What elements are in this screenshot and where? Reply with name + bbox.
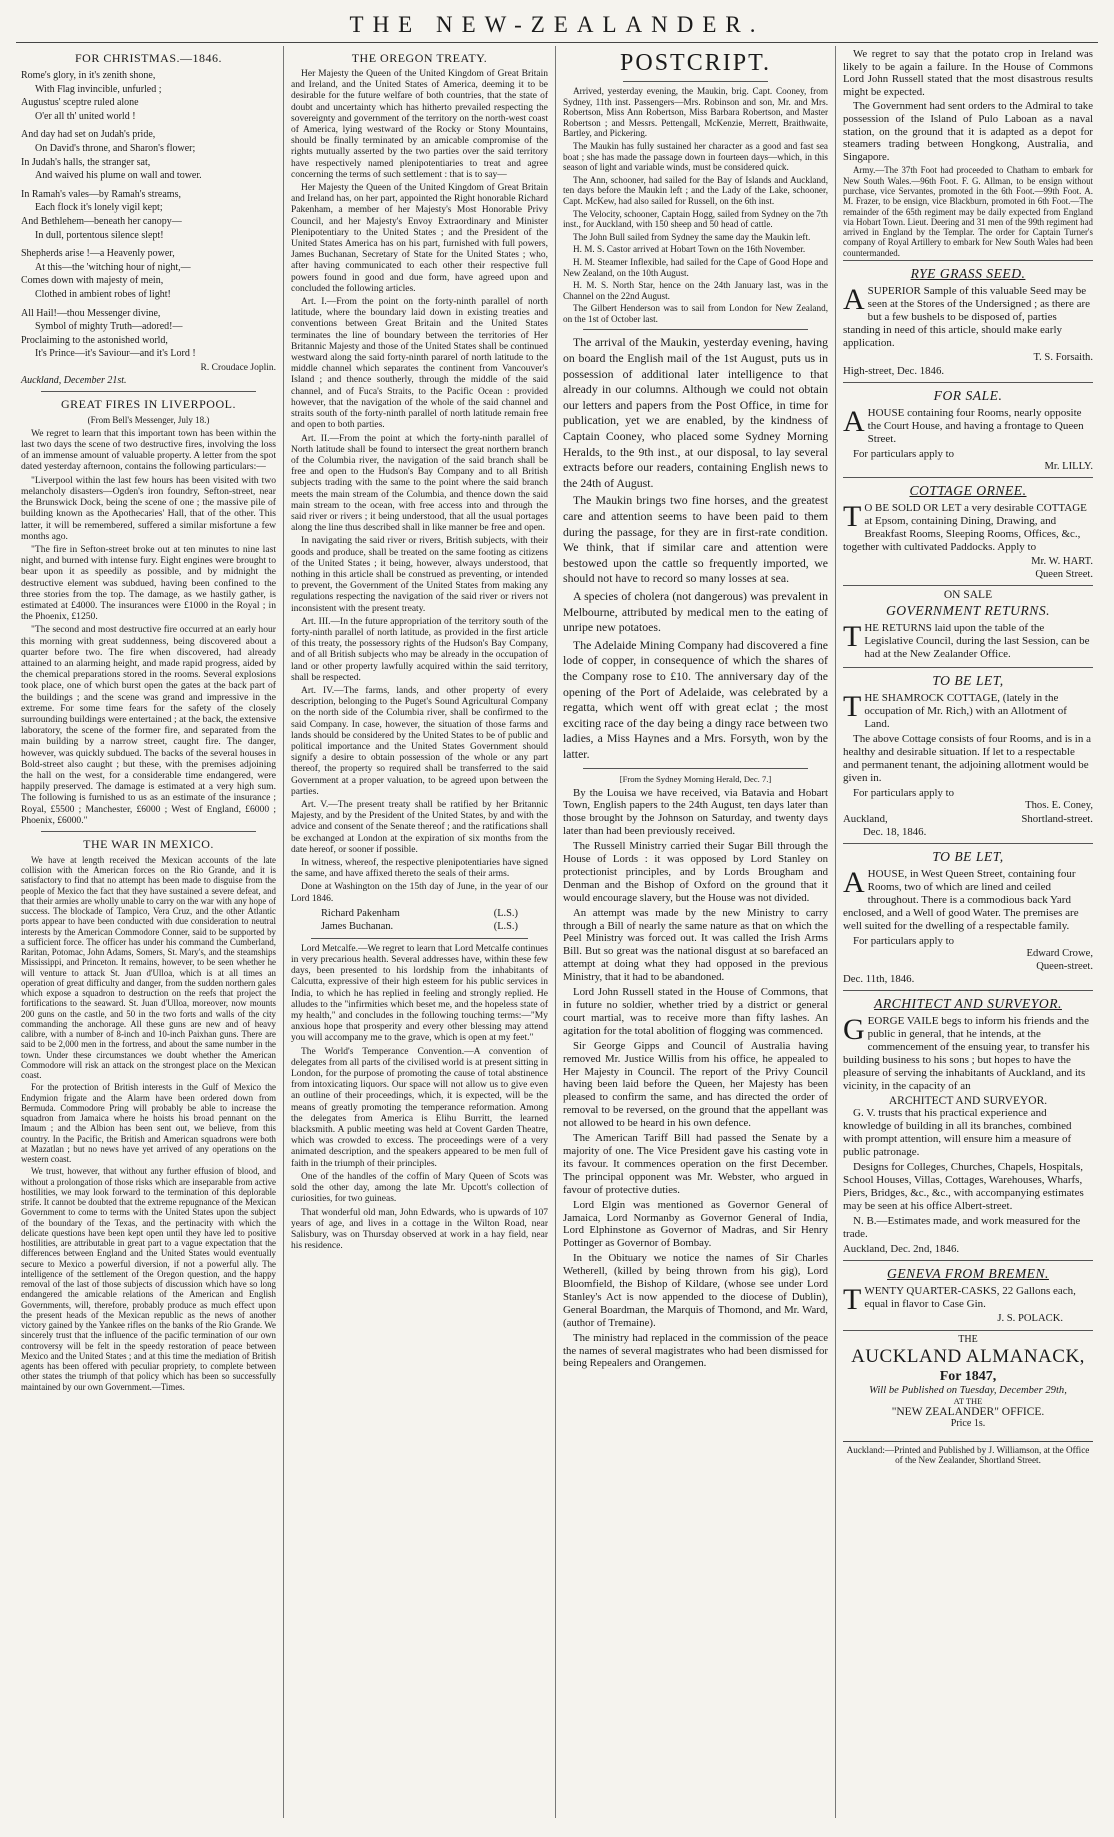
paragraph: The Maukin brings two fine horses, and the greatest care and attention seems to have been paid to them during the passage, for they are in first-rate condition. We think, that if similar care and attention were bestowed upon the cattle so frequently imported, we should not have to record so many losses at sea. [563,493,828,586]
poem-line: Each flock it's lonely vigil kept; [35,202,163,214]
poem-line: With Flag invincible, unfurled ; [35,83,162,95]
ad-address: Queen-street. [1036,960,1093,972]
ad-signature: Thos. E. Coney, [1025,800,1093,812]
ad-date: Dec. 11th, 1846. [843,973,915,986]
paragraph: H. M. S. North Star, hence on the 24th January last, was in the Channel on the 22nd August. [563,280,828,301]
paragraph: An attempt was made by the new Ministry to carry through a Bill of nearly the same nature as that on which the Peel Ministry was forced out. It was called the Irish Arms Bill. But so great was the national disgust at so barefaced an attempt at doing what they had opposed in the previous Ministry, that it had to be abandoned. [563,906,828,984]
paragraph: Sir George Gipps and Council of Australia having removed Mr. Justice Willis from his office, he appealed to Her Majesty in Council. The report of the Privy Council having been laid before the Queen, her Majesty has been pleased to confirm the same, and has directed the order of removal to be reversed, on the ground that the appellant was not allowed to be heard in his own defence. [563,1039,828,1130]
poem-line: On David's throne, and Sharon's flower; [35,142,196,154]
alm-price: Price 1s. [950,1417,986,1429]
poem-line: And waived his plume on wall and tower. [35,170,202,182]
paragraph: H. M. S. Castor arrived at Hobart Town on the 16th November. [573,244,806,255]
paragraph: In the Obituary we notice the names of Sir Charles Wetherell, (killed by being thrown from his gig), Lord Bloomfield, the Bishop of Kildare, (whose see under Lord Stanley's Act is now appended to the diocese of Dublin), General Boardman, the Marquis of Thomond, and Mr. Ward, (author of Tremaine). [563,1252,828,1329]
signature-row [291,920,548,933]
paragraph: The Russell Ministry carried their Sugar Bill through the House of Lords : it was opposed by Lord Stanley on protectionist principles, and by Lords Brougham and Denman and the Bishop of Oxford on the ground that it would encourage slavery, but the House was not divided. [563,840,828,904]
drop-cap: T [843,1283,862,1317]
seal: (L.S.) [493,907,518,919]
ad-to-be-let-house [843,843,1093,990]
signature-row [291,907,548,920]
mexico-war-article [21,837,276,1392]
paragraph: We have at length received the Mexican accounts of the late collision with the American forces on the Rio Grande, and it is satisfactory to find that no attempt has been made to disguise from the people of Mexico the fact that they have sustained a severe defeat, and that their armies are wholly unable to carry on the war with any hope of success. The blockade of Tampico, Vera Cruz, and the other Atlantic ports appear to have been conducted with due consideration to neutral interests by the American Commodore Conner, said to be supported by a sufficient force. The officer has under his command the Cumberland, Raritan, Potomac, John Adams, Somers, St. Mary's, and the steamships Mississippi, and Princeton. It remains, however, to be seen whether he will venture to attack St. Juan d'Ulloa, which is at all times an operation of great difficulty and danger, from the sudden northern gales which expose a squadron to destruction on the reefs that project the fortifications to the seaward. St. Juan d'Ulloa, moreover, now mounts 200 guns on the castle, and 50 in the two forts and walls of the city commanding the anchorage. All these guns are new and of heavy calibre, with a number of 8-inch and 10-inch Paixhan guns. There are said to be 2,000 men in the fortress, and about the same number in the town. Under these circumstances we doubt whether the American Commodore will risk an attack on the strongest place on the Mexican coast. [21,854,276,1081]
ad-body: The above Cottage consists of four Rooms, and is in a healthy and desirable situation. If let to a respectable and permanent tenant, the adjoining allotment would be given in. [843,733,1091,785]
signatory-name: Richard Pakenham [321,907,400,919]
paragraph: One of the handles of the coffin of Mary Queen of Scots was sold the other day, among the late Mr. Upcott's collection of curiosities, for two guineas. [291,1171,548,1205]
paragraph: Done at Washington on the 15th day of June, in the year of our Lord 1846. [291,882,548,904]
poem-line: It's Prince—it's Saviour—and it's Lord ! [35,348,196,360]
paragraph: The American Tariff Bill had passed the Senate by a majority of one. The Vice President gave his casting vote in its favour. It commences operation on the first December. The principal opponent was Mr. Webster, who argued in favour of protective duties. [563,1132,828,1196]
ad-to-be-let-shamrock [843,667,1093,843]
signatory-name: James Buchanan. [321,920,394,932]
paragraph: Lord Metcalfe.—We regret to learn that Lord Metcalfe continues in very precarious health. Several addresses have, within these few days, been presented to his lordship from the inhabitants of Calcutta, expressive of their high esteem for his public services in India, to which he has replied in feeling and strongly replied. He alludes to the "infirmities which beset me, and the hopeless state of my health," and concludes in the following touching terms:—"My anxious hope that prosperity and every other blessing may attend you will accompany me to the grave, which is open at my feet." [291,943,548,1044]
ad-onsale: ON SALE [943,589,993,602]
ad-signature: Mr. LILLY. [1044,460,1093,472]
treaty-signatures [291,907,548,933]
drop-cap: G [843,1013,865,1047]
paragraph: The Maukin has fully sustained her character as a good and fast sea boat ; she has made the passage down in fourteen days—which, in this season of light and variable winds, must be considered quick. [563,140,828,173]
ad-place: High-street, Dec. 1846. [843,364,945,377]
ad-title: TO BE LET, [932,673,1004,689]
paragraph: The Velocity, schooner, Captain Hogg, sailed from Sydney on the 7th inst., for Auckland, with 150 sheep and 50 head of cattle. [563,208,828,230]
army-news [843,165,1093,258]
divider [311,938,528,939]
paragraph: Lord Elgin was mentioned as Governor General of Jamaica, Lord Normanby as Governor General of India, Lord Elphinstone as Governor of Madras, and Sir Henry Pottinger as Governor of Bombay. [563,1198,828,1250]
paragraph: The Gilbert Henderson was to sail from London for New Zealand, on the 1st of October last. [563,303,828,324]
poem-line: And day had set on Judah's pride, [21,129,156,141]
ad-signature: Edward Crowe, [1026,947,1093,959]
ad-title: GENEVA FROM BREMEN. [887,1266,1049,1282]
ad-body: T O BE SOLD OR LET a very desirable COTTAGE at Epsom, containing Dining, Drawing, and Breakfast Rooms, Sleeping Rooms, Offices, &c., together with cultivated Paddocks. Apply to [843,500,1087,554]
paragraph: We regret to say that the potato crop in Ireland was likely to be again a failure. In the House of Commons Lord John Russell stated that the most disastrous results might be expected. [843,48,1093,98]
poem-line: All Hail!—thou Messenger divine, [21,307,161,319]
paragraph: Art. I.—From the point on the forty-ninth parallel of north latitude, where the boundary laid down in existing treaties and conventions between Great Britain and the United States terminates the line of boundary between the territories of Her Britannic Majesty and those of the United States shall be continued westward along the said forty-ninth pararel of north latitude to the middle channel which separates the continent from Vancouver's Island ; and thence southerly, through the middle of the said channel, and of Fuca's Straits, to the Pacific Ocean : provided however, that the navigation of the whole of the said channel and straits south of the forty-ninth parallel of north latitude remain free and open to both parties. [291,297,548,431]
divider [41,831,256,832]
poem-line: Comes down with majesty of mein, [21,275,164,287]
paragraph: Art. II.—From the point at which the forty-ninth parallel of North latitude shall be found to intersect the great northern branch of the Columbia river, the navigation of the said branch shall be free and open to the Hudson's Bay Company and to all British subjects trading with the same to the point where the said branch meets the main stream of the Columbia, and thence down the said main stream to the ocean, with free access into and through the said river or rivers ; it being understood, that all the usual portages along the line thus described shall in like manner be free and open. [291,433,548,534]
paragraph: That wonderful old man, John Edwards, who is upwards of 107 years of age, and lives in a cottage in the Wilton Road, near Salisbury, was on Thursday observed at work in a hay field, near his residence. [291,1207,548,1252]
paragraph: The Government had sent orders to the Admiral to take possession of the Island of Pulo Laboan as a naval station, on the ground that it is adapted as a depot for steamers trading between Hongkong, Australia, and Singapore. [843,100,1093,163]
paragraph: Arrived, yesterday evening, the Maukin, brig. Capt. Cooney, from Sydney, 11th inst. Passengers—Mrs. Robinson and son, Mr. and Mrs. Robertson, Miss Ann Robertson, Miss Barbara Robertson, and Master Robertson ; and Messrs. Pettengall, McKenzie, Merrett, Braithwaite, Bartley, and Pickering. [563,86,828,139]
ad-address: Queen Street. [1035,568,1093,580]
ad-title: GOVERNMENT RETURNS. [885,603,1051,619]
ad-body: THE SHAMROCK COTTAGE, (lately in the occupation of Mr. Rich,) with an Allotment of Land. [843,690,1067,731]
article-title: THE WAR IN MEXICO. [83,836,214,851]
paragraph: In navigating the said river or rivers, British subjects, with their goods and produce, shall be treated on the same footing as citizens of the United States ; it being, however, always understood, that nothing in this article shall be construed as preventing, or intended to prevent, the Government of the United States from making any regulations respecting the navigation of the said river or rivers not inconsistent with the present treaty. [291,536,548,614]
ad-rye-grass [843,260,1093,382]
drop-cap: A [843,865,865,899]
paragraph: The ministry had replaced in the commission of the peace the names of several magistrates who had been dismissed for being Repealers and Orangemen. [563,1331,828,1370]
ad-date: Auckland, Dec. 2nd, 1846. [843,1243,960,1256]
alm-title: AUCKLAND ALMANACK, [851,1345,1085,1367]
ad-body: ASUPERIOR Sample of this valuable Seed may be seen at the Stores of the Undersigned ; as there are but a few bushels to be disposed of, parties standing in need of this article, should make early application. [843,283,1091,350]
ad-body: AHOUSE, in West Queen Street, containing four Rooms, two of which are lined and ceiled throughout. There is a commodious back Yard enclosed, and a Well of good Water. The premises are well suited for the dwelling of a respectable family. [843,865,1079,932]
ad-role: ARCHITECT AND SURVEYOR. [888,1095,1048,1108]
poem-signature: R. Croudace Joplin. [200,362,276,373]
ad-body: TWENTY QUARTER-CASKS, 22 Gallons each, equal in flavor to Case Gin. [843,1283,1076,1317]
paragraph: Lord John Russell stated in the House of Commons, that in future no soldier, whether tried by a district or general court martial, was to receive more than fifty lashes. An agitation for the total abolition of flogging was commenced. [563,986,828,1037]
paragraph: Art. V.—The present treaty shall be ratified by her Britannic Majesty, and by the President of the United States, by and with the advice and consent of the Senate thereof ; and the ratifications shall be exchanged at London at the expiration of six months from the date hereof, or sooner if possible. [291,800,548,855]
poem-line: Shepherds arise !—a Heavenly power, [21,248,175,260]
article-body [21,428,276,826]
article-body [21,855,276,1392]
poem-line: Rome's glory, in it's zenith shone, [21,70,156,81]
ad-signature: J. S. POLACK. [997,1313,1063,1325]
ad-body: AHOUSE containing four Rooms, nearly opposite the Court House, and having a frontage to Queen Street. [843,404,1084,445]
source-line: [From the Sydney Morning Herald, Dec. 7.] [619,773,772,784]
paragraph: The John Bull sailed from Sydney the same day the Maukin left. [573,231,811,242]
poem-line: At this—the 'witching hour of night,— [35,261,191,273]
alm-office: "NEW ZEALANDER" OFFICE. [891,1405,1045,1418]
shipping-news [563,86,828,324]
ad-title: FOR SALE. [933,387,1003,403]
ad-apply: For particulars apply to [853,934,955,947]
paragraph: Art. IV.—The farms, lands, and other property of every description, belonging to the Puget's Sound Agricultural Company on the north side of the Columbia river, shall be confirmed to the said Company. In case, however, the situation of those farms and lands should be considered by the United States to be of public and political importance and the United States Government should signify a desire to obtain possession of the whole or any part thereof, the property so required shall be transferred to the said Government at a proper valuation, to be agreed upon between the parties. [291,685,548,797]
paragraph: For the protection of British interests in the Gulf of Mexico the Endymion frigate and the Alarm have been ordered down from Bermuda. Commodore Pring will probably be able to increase the squadron from Jamaica where he hoists his broad pennant on the Imaum ; and the Albion has been sent out, we believe, from this country. In the Pacific, the British and American squadrons were both at Mazatlan ; but no news have yet arrived of any operations on the western coast. [21,1082,276,1165]
divider [623,81,768,82]
postcript-title: POSTCRIPT. [620,50,771,76]
paragraph: H. M. Steamer Inflexible, had sailed for the Cape of Good Hope and New Zealand, on the 10th August. [563,256,828,278]
poem-line: Symbol of mighty Truth—adored!— [35,321,183,333]
christmas-poem [21,51,276,386]
ad-body: THE RETURNS laid upon the table of the Legislative Council, during the last Session, can be had at the New Zealander Office. [843,620,1090,661]
alm-year: For 1847, [939,1368,997,1384]
ad-apply: For particulars apply to [853,787,955,800]
ad-apply: For particulars apply to [853,447,955,460]
poem-line: Proclaiming to the astonished world, [21,334,168,346]
paragraph: "The fire in Sefton-street broke out at ten minutes to nine last night, and burned with intense fury. Eight engines were brought to bear upon it as speedily as possible, and by midnight the destructive element was subdued, having been confined to the three stories from the top. The damage, as we hastily gather, is estimated at £4000. The insurances were £1000 in the Royal ; in the Phoenix, £1250. [21,543,276,623]
poem-lines [21,69,276,361]
poem-line: O'er all th' united world ! [35,110,136,122]
poem-dateline: Auckland, December 21st. [21,374,127,386]
ad-body: GEORGE VAILE begs to inform his friends and the public in general, that he intends, at the commencement of the ensuing year, to transfer his building business to his sons ; but hopes to have the pleasure of serving the inhabitants of Auckland, and its vicinity, in the capacity of an [843,1013,1090,1093]
ad-body: G. V. trusts that his practical experience and knowledge of building in all its branches, combined with prompt attention, will ensure him a measure of public patronage. [843,1107,1072,1159]
ad-date: Dec. 18, 1846. [863,825,927,838]
paragraph: Art. III.—In the future appropriation of the territory south of the forty-ninth parallel of north latitude, as provided in the first article of this treaty, the possessory rights of the Hudson's Bay Company, and of all British subjects who may be already in the occupation of land or other property lawfully acquired within the said territory, shall be respected. [291,616,548,683]
article-title: GREAT FIRES IN LIVERPOOL. [61,396,236,411]
drop-cap: A [843,283,865,317]
paragraph: The arrival of the Maukin, yesterday evening, having on board the English mail of the 1st August, puts us in possession of additional later intelligence to that already in our columns. Although we could not obtain our letters and papers from the Post Office, in time for publication, yet we are enabled, by the kindness of Captain Cooney, who placed some Sydney Morning Heralds, to the 9th inst., at our disposal, to lay several extracts before our readers, containing English news to the 24th of August. [563,335,828,490]
miscellany [291,944,548,1252]
paragraph: "Liverpool within the last few hours has been visited with two melancholy disasters—Ogden's iron foundry, Sefton-street, near the Brunswick Dock, being the scene of one ; the massive pile of building known as the Apothecaries' Hall, that of the other. This latter, it will be remembered, suffered a similar misfortune a few months ago. [21,474,276,542]
liverpool-fires-article [21,397,276,826]
drop-cap: A [843,404,865,438]
column-4 [836,46,1100,1818]
divider [583,768,808,769]
oregon-treaty-body [291,69,548,905]
poem-line: And Bethlehem—beneath her canopy— [21,215,182,227]
seal: (L.S.) [493,920,518,932]
divider [583,329,808,330]
english-news [563,787,828,1371]
paragraph: We trust, however, that without any further effusion of blood, and without a prolongation of those risks which are inseparable from active hostilities, we may look forward to the termination of this deplorable strife. It cannot be doubted that the extreme repugnance of the Mexican Government to come to terms with the United States upon the subject of the boundary of the Texas, and the pertinacity with which the delicate questions have been kept open until they have led to positive hostilities, are attributable in great part to a vague expectation that the differences between England and the United States would eventually secure to Mexico a powerful diversion, if not a powerful ally. The intelligence of the settlement of the Oregon question, and the happy removal of the last of those subjects of discussion which have so long endangered the amicable relations of the American and English Governments, will, therefore, probably produce as much effect upon the present heads of the Mexican republic as the news of another victory gained by the Yankee rifles on the banks of the Rio Grande. We sincerely trust that the influence of the pacific termination of our own controversy will be felt in the speedy restoration of peace between Mexico and the United States ; and at this time the mediation of British agents has been offered with peculiar propriety, to complete between other states the triumph of that policy which has been so successfully maintained by our own Government.—Times. [21,1166,276,1392]
paragraph: The Ann, schooner, had sailed for the Bay of Islands and Auckland, ten days before the Maukin left ; and the Lady of the Lake, schooner, Capt. McKew, had also sailed for Russell, on the 6th inst. [563,174,828,206]
poem-line: In dull, portentous silence slept! [35,229,164,241]
ad-signature: T. S. Forsaith. [1033,352,1093,364]
ad-place-row: Auckland, Shortland-street. [843,812,1093,825]
alm-line: Will be Published on Tuesday, December 29th, [869,1384,1067,1396]
ad-government-returns [843,585,1093,667]
poem-line: Augustus' sceptre ruled alone [21,97,139,109]
poem-line: In Judah's halls, the stranger sat, [21,156,151,168]
postcript-body [563,335,828,762]
paragraph: "The second and most destructive fire occurred at an early hour this morning with great suddenness, being discovered about a quarter before two. The fire when discovered, had already attained to an alarming height, and made rapid progress, aided by the chemical preparations stored in the rooms. Several explosions took place, one of which burst open the gates at the back part of the buildings ; and the scene was grand and impressive in the extreme. For some time fears for the safety of the closely surrounding buildings were entertained ; at the back, the extensive laboratory, the scene of the former fire, and separated from the main building by a narrow street, caught fire. The danger, however, was quickly subdued. The backs of the several houses in Bold-street also caught ; but these, with the premises adjoining the hall on the west, for a considerable time endangered, were happily preserved. The damage is estimated at a very high sum. The following is furnished to us as an estimate of the insurance ; Royal, £5500 ; Manchester, £6000 ; West of England, £6000 ; Phoenix, £6000." [21,624,276,826]
article-source: (From Bell's Messenger, July 18.) [87,414,210,425]
drop-cap: T [843,620,862,654]
ad-title: ARCHITECT AND SURVEYOR. [874,996,1062,1012]
ad-for-sale [843,382,1093,478]
drop-cap: T [843,690,862,724]
ad-geneva [843,1260,1093,1330]
ad-signature: Mr. W. HART. [1031,556,1093,568]
paragraph: Her Majesty the Queen of the United Kingdom of Great Britain and Ireland has, on her part, appointed the Right honorable Richard Pakenham, a member of her Majesty's Most Honorable Privy Council, and her Majesty's Envoy Extraordinary and Minister Plenipotentiary to the United States ; and the President of the United States America has on his part, furnished with full powers, James Buchanan, Secretary of State for the United States ; who, after having communicated to each other their respective full powers found in good and due form, have agreed upon and concluded the following articles. [291,183,548,294]
column-1 [14,46,284,1818]
poem-line: Clothed in ambient robes of light! [35,288,171,300]
ad-title: RYE GRASS SEED. [910,266,1026,282]
ad-title: COTTAGE ORNEE. [909,483,1027,499]
paragraph: The World's Temperance Convention.—A convention of delegates from all parts of the civilised world is at present sitting in London, for the purpose of promoting the cause of total abstinence from intoxicating liquors. Our space will not allow us to give even an outline of their proceedings, which, it is expected, will be the means of greatly promoting the temperance reformation. Among the delegates from America is Elihu Burritt, the learned blacksmith. A public meeting was held at Covent Garden Theatre, which was crowded to excess. The proceedings were of a very animated description, and the speakers appeared to be men full of faith in the triumph of their principles. [291,1046,548,1169]
column-2 [284,46,556,1818]
paragraph: Army.—The 37th Foot had proceeded to Chatham to embark for New South Wales.—96th Foot. F. G. Allman, to be ensign without purchase, vice Servantes, promoted in the 6th Foot.—99th Foot. A. M. Frazer, to be ensign, vice Blackburn, promoted in 6th Foot.—The remainder of the 65th regiment may be daily expected from England via Hobart Town. Lieut. Deering and 31 men of the 99th regiment had arrived in England by the Templar. The order for Captain Turner's company of Royal Artillery to embark for New South Wales had been countermanded. [843,165,1093,258]
columns [14,46,1100,1818]
ad-cottage-ornee [843,477,1093,585]
paragraph: A species of cholera (not dangerous) was prevalent in Melbourne, attributed by medical men to the eating of unripe new potatoes. [563,588,828,635]
paragraph: In witness, whereof, the respective plenipotentiaries have signed the same, and have affixed thereto the seals of their arms. [291,858,548,880]
paragraph: By the Louisa we have received, via Batavia and Hobart Town, English papers to the 24th August, ten days later than those brought by the Johnson on Saturday, and twenty days later than had been previously received. [563,786,828,838]
poem-line: In Ramah's vales—by Ramah's streams, [21,188,181,200]
masthead: THE NEW-ZEALANDER. [16,8,1098,43]
ad-almanack [843,1330,1093,1433]
divider [41,391,256,392]
news-continued [843,48,1093,163]
imprint: Auckland:—Printed and Published by J. Williamson, at the Office of the New Zealander, Shortland Street. [843,1441,1093,1465]
ad-body: N. B.—Estimates made, and work measured for the trade. [843,1215,1081,1241]
paragraph: Her Majesty the Queen of the United Kingdom of Great Britain and Ireland, and the United States of America, deeming it to be desirable for the future welfare of both countries, that the state of doubt and uncertainty which has hitherto prevailed respecting the sovereignty and government of the territory on the north-west coast of America, lying westward of the Rocky or Stony Mountains, should be finally terminated by an amicable compromise of the rights mutually asserted by the two parties over the said territory have respectively named plenipotentiaries to treat and agree concerning the terms of such settlement : that is to say— [291,69,548,180]
alm-the: THE [958,1333,978,1345]
ad-body: Designs for Colleges, Churches, Chapels, Hospitals, School Houses, Villas, Cottages, Warehouses, Wharfs, Piers, Bridges, &c., &c., with accompanying estimates may be seen at his office Albert-street. [843,1161,1084,1213]
alm-at: AT THE [953,1395,983,1406]
column-3 [556,46,836,1818]
paragraph: The Adelaide Mining Company had discovered a fine lode of copper, in consequence of which the shares of the Company rose to £10. The anniversary day of the opening of the Port of Adelaide, was celebrated by a regatta, which went off with great eclat ; the most exciting race of the day being a dingy race between two ladies, a Miss Haynes and a Mrs. Forsyth, won by the latter. [563,637,828,761]
oregon-title: THE OREGON TREATY. [351,51,488,65]
ad-architect [843,990,1093,1260]
poem-title: FOR CHRISTMAS.—1846. [74,51,223,65]
paragraph: We regret to learn that this important town has been within the last two days the scene of two destructive fires, involving the loss of an immense amount of valuable property. A letter from the spot dated yesterday afternoon, contains the following particulars:— [21,427,276,473]
drop-cap: T [843,500,862,534]
ad-title: TO BE LET, [932,848,1004,864]
